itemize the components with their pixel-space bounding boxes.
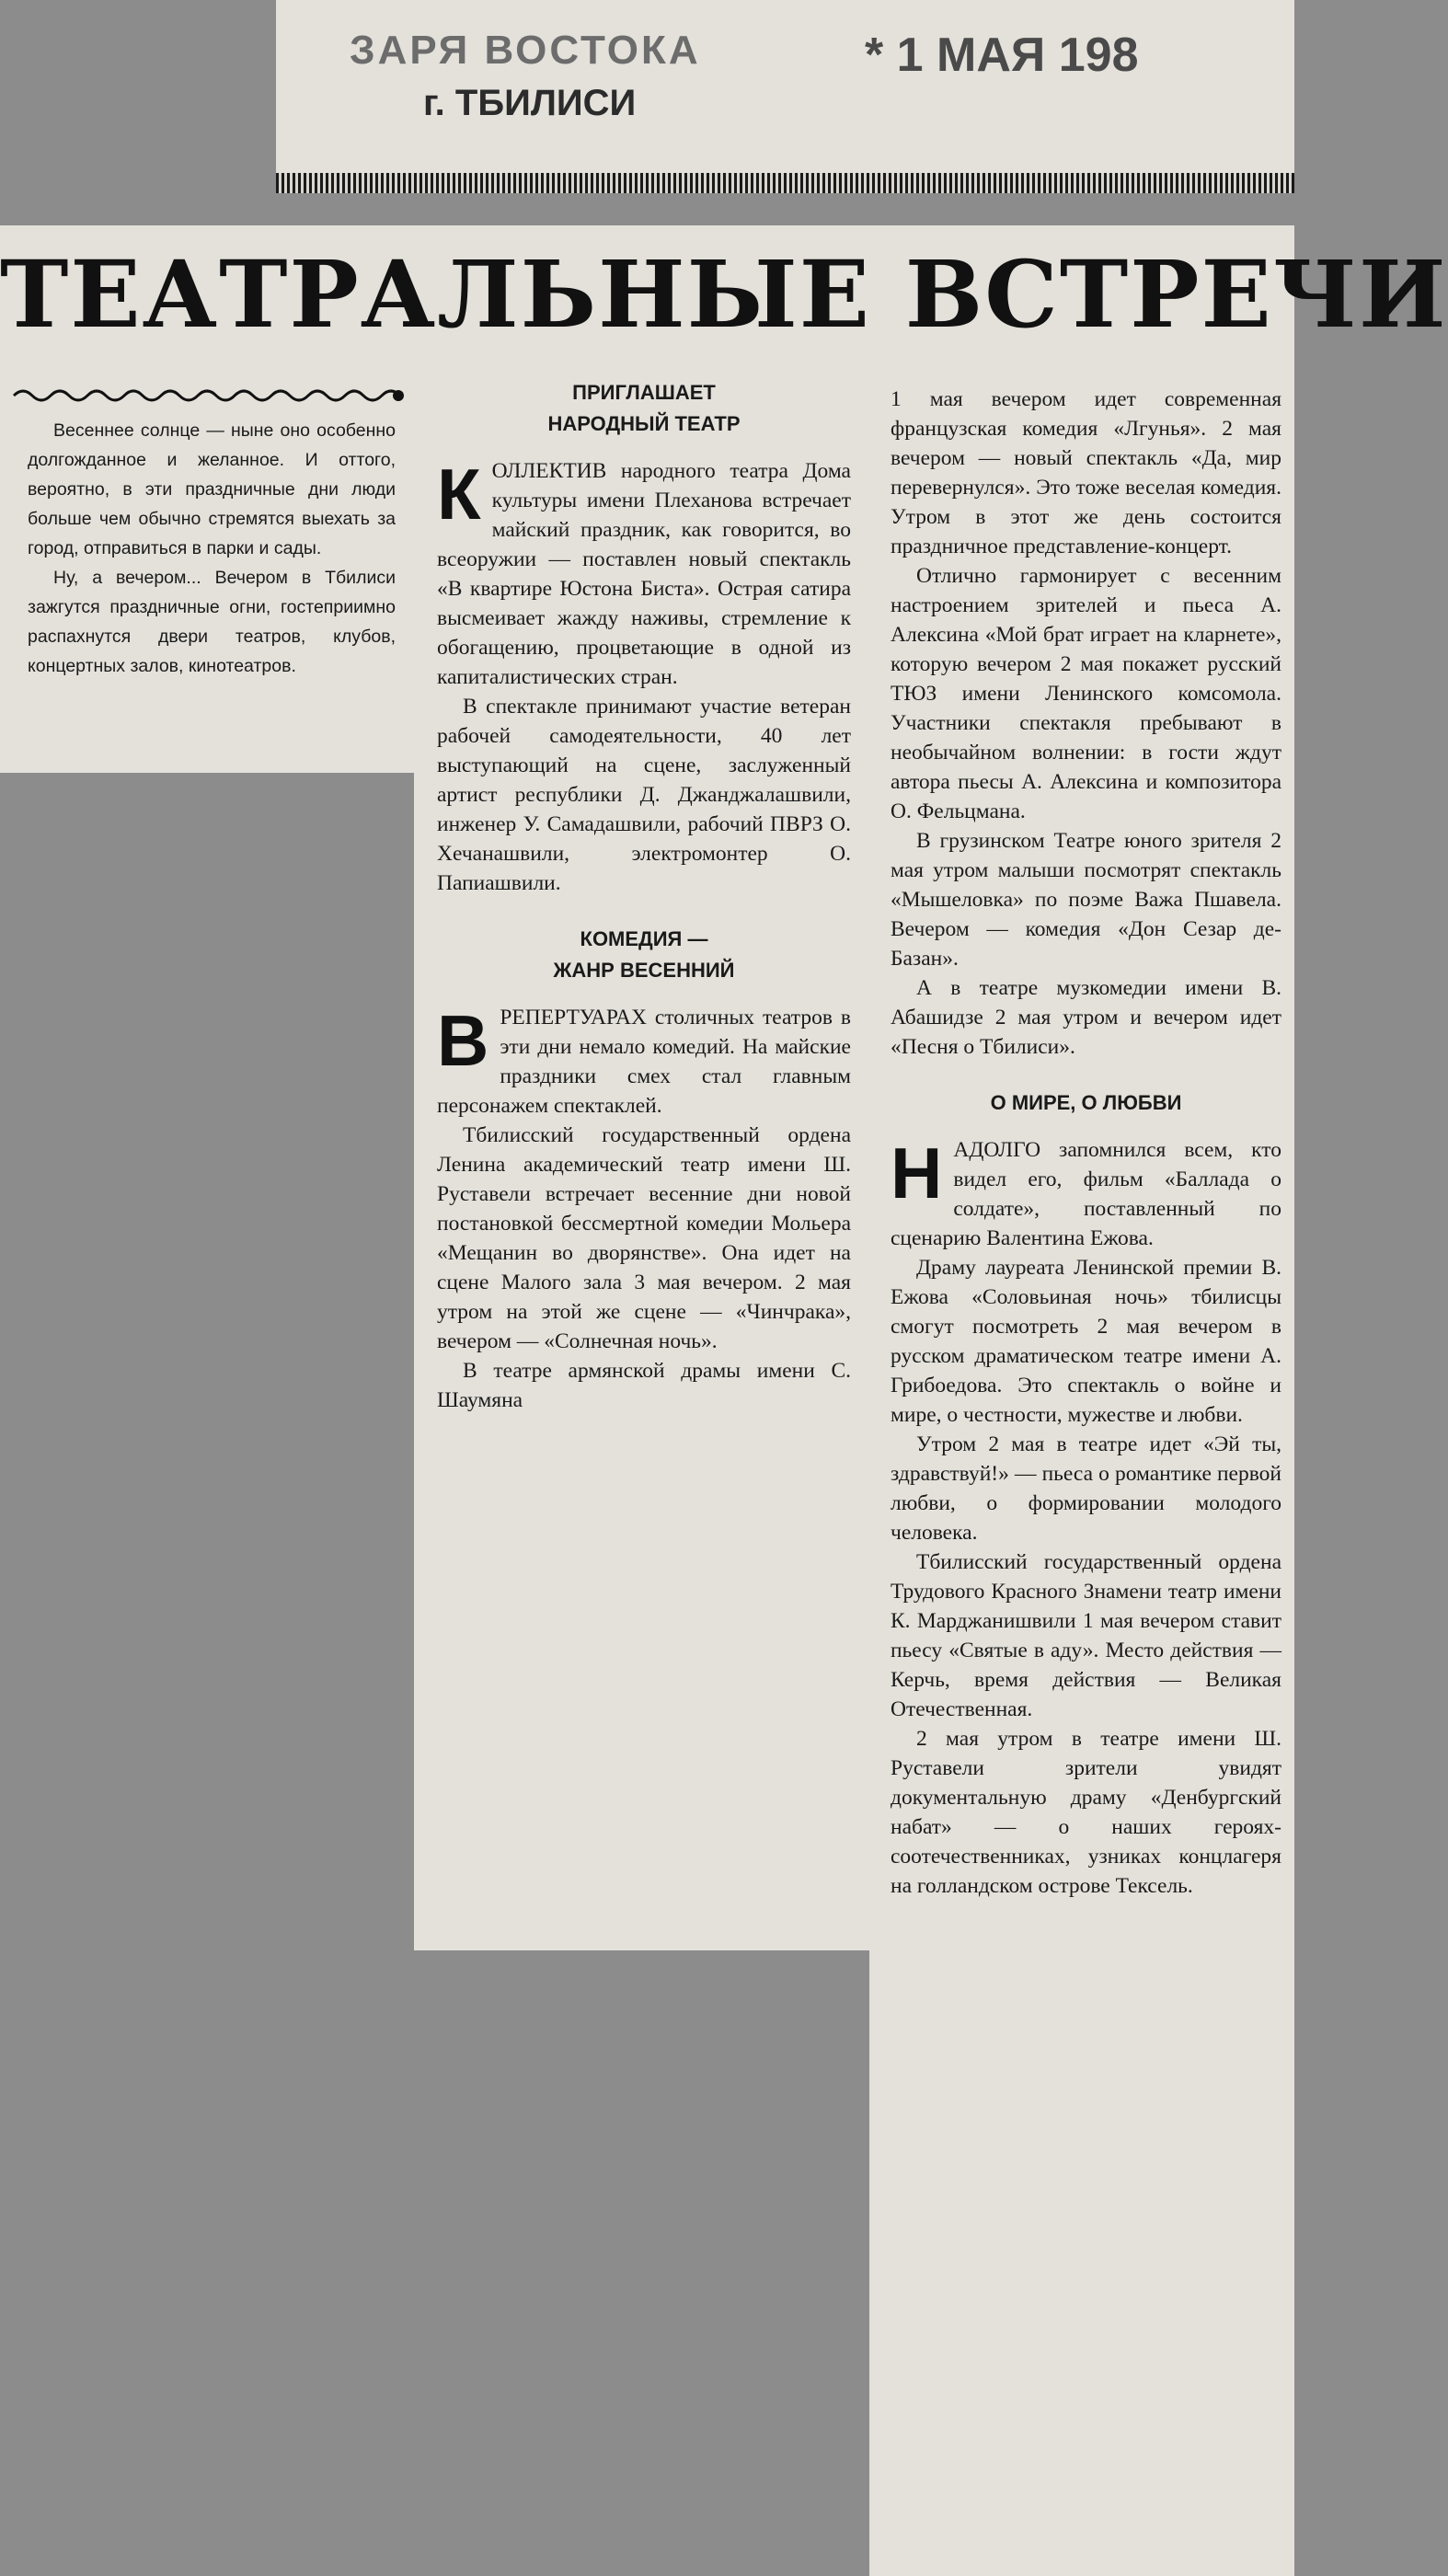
paragraph: Драму лауреата Ленинской премии В. Ежова «Соловьиная ночь» тбилисцы смогут посмотреть 2 мая вечером в русском драматическом театре имени А. Грибоедова. Это спектакль о войне и мире, о честности, мужестве и любви. — [891, 1256, 1281, 1427]
paragraph-text: РЕПЕРТУАРАХ столичных театров в эти дни немало комедий. На майские праздники смех стал главным персонажем спектаклей. — [437, 1006, 851, 1118]
section-heading-line: ЖАНР ВЕСЕННИЙ — [553, 959, 735, 982]
section-heading-line: НАРОДНЫЙ ТЕАТР — [547, 412, 741, 435]
paragraph: А в театре музкомедии имени В. Абашидзе 2 мая утром и вечером идет «Песня о Тбилиси». — [891, 976, 1281, 1059]
paragraph-text: АДОЛГО запомнился всем, кто видел его, фильм «Баллада о солдате», поставленный по сценарию Валентина Ежова. — [891, 1138, 1281, 1250]
paragraph: Тбилисский государственный ордена Трудового Красного Знамени театр имени К. Марджанишвили 1 мая вечером ставит пьесу «Святые в аду». Место действия — Керчь, время действия — Великая Отечественная. — [891, 1550, 1281, 1721]
lead-paragraph — [891, 1135, 1281, 1253]
lead-paragraph — [437, 456, 851, 692]
newspaper-name: ЗАРЯ ВОСТОКА — [350, 28, 701, 73]
section-heading-line: КОМЕДИЯ — — [580, 927, 708, 950]
paragraph: Отлично гармонирует с весенним настроением зрителей и пьеса А. Алексина «Мой брат играет на кларнете», которую вечером 2 мая покажет русский ТЮЗ имени Ленинского комсомола. Участники спектакля пребывают в необычайном волнении: в гости ждут автора пьесы А. Алексина и композитора О. Фельцмана. — [891, 564, 1281, 823]
lead-paragraph — [437, 1000, 851, 1121]
section-heading-line: ПРИГЛАШАЕТ — [572, 381, 716, 404]
wavy-divider — [14, 385, 405, 407]
newspaper-city: г. ТБИЛИСИ — [423, 83, 637, 123]
paragraph: 2 мая утром в театре имени Ш. Руставели зрители увидят документальную драму «Денбургский набат» — о наших героях-соотечественниках, узниках концлагеря на голландском острове Тексель. — [891, 1727, 1281, 1898]
article-column-right — [891, 385, 1281, 1901]
drop-cap: Н — [891, 1133, 943, 1213]
header-rule — [276, 173, 1294, 193]
paragraph: Утром 2 мая в театре идет «Эй ты, здравствуй!» — пьеса о романтике первой любви, о формировании молодого человека. — [891, 1432, 1281, 1545]
section-heading — [891, 1087, 1281, 1119]
intro-paragraph: Ну, а вечером... Вечером в Тбилиси зажгутся праздничные огни, гостеприимно распахнутся двери театров, клубов, концертных залов, кинотеатров. — [28, 568, 396, 676]
issue-date: * 1 МАЯ 198 — [865, 29, 1139, 82]
masthead-stamp — [350, 28, 1251, 138]
paragraph: 1 мая вечером идет современная французская комедия «Лгунья». 2 мая вечером — новый спектакль «Да, мир перевернулся». Это тоже веселая комедия. Утром в этот же день состоится праздничное представление-концерт. — [891, 387, 1281, 558]
paragraph: Тбилисский государственный ордена Ленина академический театр имени Ш. Руставели встречает весенние дни новой постановкой бессмертной комедии Мольера «Мещанин во дворянстве». Она идет на сцене Малого зала 3 мая вечером. 2 мая утром на этой же сцене — «Чинчрака», вечером — «Солнечная ночь». — [437, 1123, 851, 1353]
intro-paragraph: Весеннее солнце — ныне оно особенно долгожданное и желанное. И оттого, вероятно, в эти праздничные дни люди больше чем обычно стремятся выехать за город, отправиться в парки и сады. — [28, 420, 396, 558]
article-title: ТЕАТРАЛЬНЫЕ ВСТРЕЧИ — [0, 240, 1448, 349]
intro-block — [28, 416, 396, 681]
section-heading — [437, 377, 851, 440]
paragraph: В театре армянской драмы имени С. Шаумяна — [437, 1359, 851, 1412]
section-heading — [437, 924, 851, 986]
paragraph: В грузинском Театре юного зрителя 2 мая утром малыши посмотрят спектакль «Мышеловка» по поэме Важа Пшавела. Вечером — комедия «Дон Сезар де-Базан». — [891, 829, 1281, 971]
drop-cap: К — [437, 454, 481, 535]
paragraph: В спектакле принимают участие ветеран рабочей самодеятельности, 40 лет выступающий на сцене, заслуженный артист республики Д. Джанджалашвили, инженер У. Самадашвили, рабочий ПВРЗ О. Хечанашвили, электромонтер О. Папиашвили. — [437, 695, 851, 895]
article-column-middle — [437, 377, 851, 1415]
section-heading-line: О МИРЕ, О ЛЮБВИ — [990, 1091, 1182, 1114]
drop-cap: В — [437, 1000, 489, 1081]
paragraph-text: ОЛЛЕКТИВ народного театра Дома культуры имени Плеханова встречает майский праздник, как говорится, во всеоружии — поставлен новый спектакль «В квартире Юстона Биста». Острая сатира высмеивает жажду наживы, стремление к обогащению, процветающие в одной из капиталистических стран. — [437, 459, 851, 689]
